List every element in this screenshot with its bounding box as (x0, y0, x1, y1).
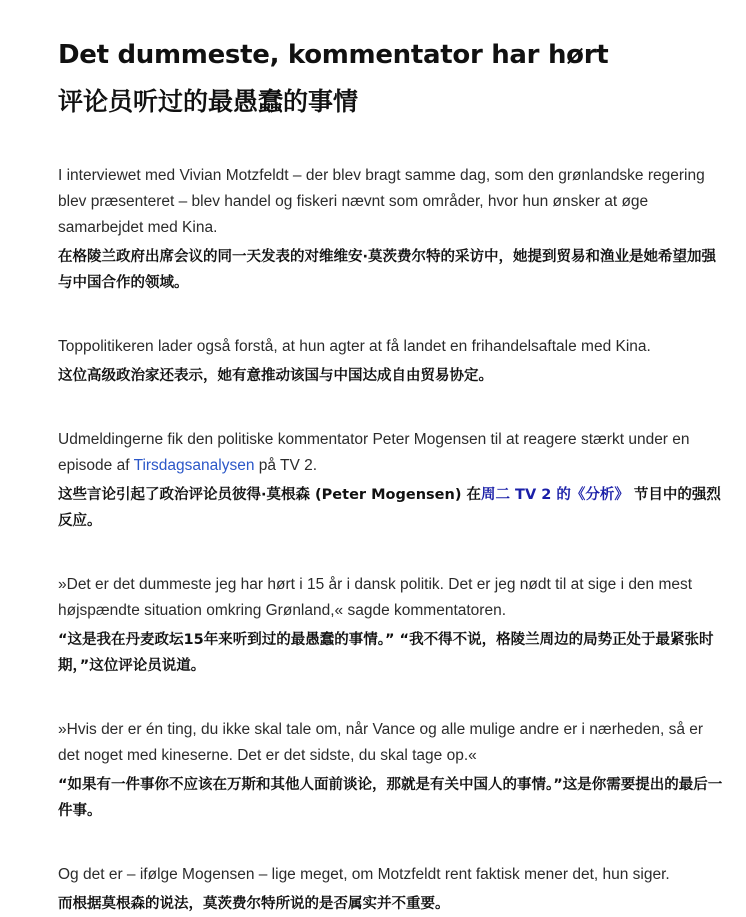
tirsdagsanalysen-link[interactable]: Tirsdagsanalysen (133, 457, 255, 474)
paragraph-1-chinese: 在格陵兰政府出席会议的同一天发表的对维维安·莫茨费尔特的采访中，她提到贸易和渔业是她希望加强与中国合作的领域。 (58, 249, 717, 291)
paragraph-3-danish-text-before: Udmeldingerne fik den politiske kommentator Peter Mogensen til at reagere stærkt under en episode af (58, 431, 690, 474)
article-title-danish: Det dummeste, kommentator har hørt (58, 40, 609, 70)
article-title-chinese: 评论员听过的最愚蠢的事情 (58, 87, 359, 116)
paragraph-2-danish: Toppolitikeren lader også forstå, at hun agter at få landet en frihandelsaftale med Kina. (58, 338, 651, 355)
paragraph-3-danish-text-after: på TV 2. (254, 457, 318, 474)
paragraph-4-chinese: “这是我在丹麦政坛15年来听到过的最愚蠢的事情。” “我不得不说，格陵兰周边的局势正处于最紧张时期，”这位评论员说道。 (58, 632, 714, 674)
paragraph-4 (58, 572, 724, 679)
tv2-analysis-link[interactable]: 周二 TV 2 的《分析》 (481, 487, 629, 503)
paragraph-3-chinese (58, 482, 724, 534)
paragraph-1-danish: I interviewet med Vivian Motzfeldt – der blev bragt samme dag, som den grønlandske regering blev præsenteret – blev handel og fiskeri nævnt som områder, hvor hun ønsker at øge samarbejdet med Kina. (58, 167, 705, 236)
paragraph-4-danish: »Det er det dummeste jeg har hørt i 15 år i dansk politik. Det er jeg nødt til at sige i den mest højspændte situation omkring Grønland,« sagde kommentatoren. (58, 576, 693, 619)
paragraph-3-danish (58, 427, 724, 479)
paragraph-6-chinese: 而根据莫根森的说法，莫茨费尔特所说的是否属实并不重要。 (58, 896, 450, 912)
paragraph-5 (58, 717, 724, 824)
paragraph-3 (58, 427, 724, 534)
paragraph-5-chinese: “如果有一件事你不应该在万斯和其他人面前谈论，那就是有关中国人的事情。”这是你需要提出的最后一件事。 (58, 777, 723, 819)
paragraph-2-chinese: 这位高级政治家还表示，她有意推动该国与中国达成自由贸易协定。 (58, 368, 493, 384)
paragraph-2 (58, 334, 724, 389)
paragraph-5-danish: »Hvis der er én ting, du ikke skal tale om, når Vance og alle mulige andre er i nærheden, så er det noget med kineserne. Det er det sidste, du skal tage op.« (58, 721, 704, 764)
paragraph-6 (58, 862, 724, 917)
paragraph-3-chinese-text-before: 这些言论引起了政治评论员彼得·莫根森 (Peter Mogensen) 在 (58, 487, 481, 503)
paragraph-1 (58, 163, 724, 296)
paragraph-6-danish: Og det er – ifølge Mogensen – lige meget, om Motzfeldt rent faktisk mener det, hun siger. (58, 866, 670, 883)
paragraph-3-chinese-text-after: 节目中的强烈反应。 (58, 487, 721, 529)
